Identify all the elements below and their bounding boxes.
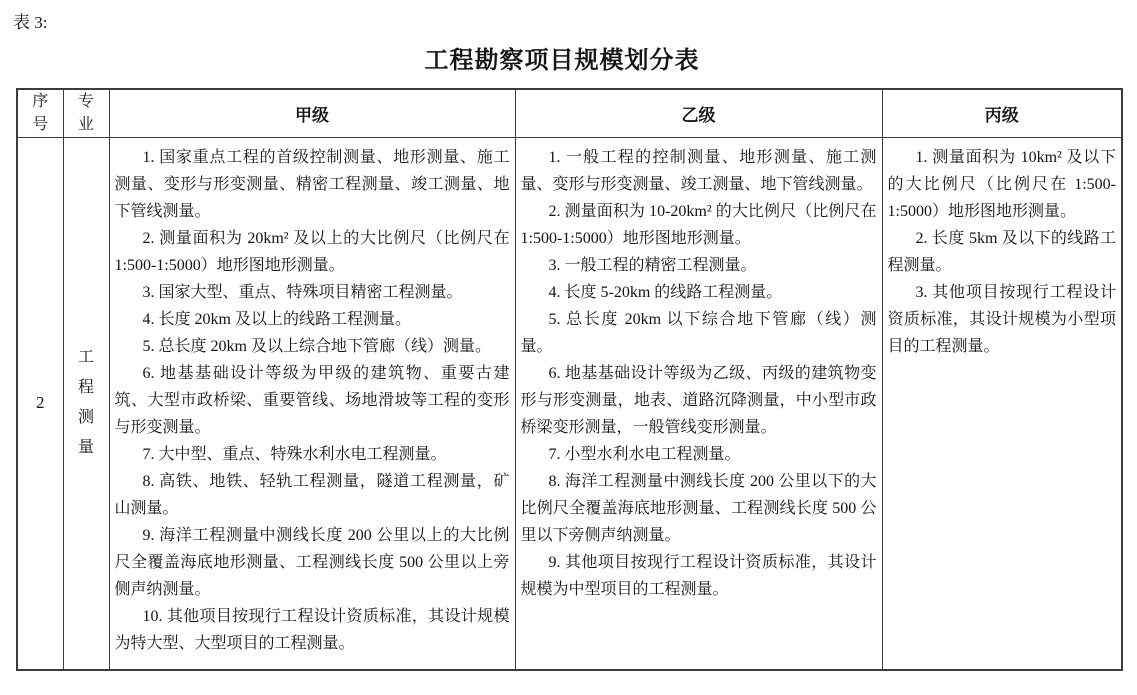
grade-item: 5. 总长度 20km 及以上综合地下管廊（线）测量。 [142,337,491,355]
row-specialty: 工 程 测 量 [63,137,109,670]
grade-item: 6. 地基基础设计等级为乙级、丙级的建筑物变形与形变测量，地表、道路沉降测量，中小型市政桥梁变形测量，一般管线变形测量。 [520,364,877,436]
grade-item: 6. 地基基础设计等级为甲级的建筑物、重要古建筑、大型市政桥梁、重要管线、场地滑坡等工程的变形与形变测量。 [114,364,510,436]
header-specialty: 专 业 [63,89,109,137]
table-row [17,137,1122,670]
grade-b-cell [515,137,882,670]
row-index: 2 [17,137,63,670]
grade-item: 4. 长度 5-20km 的线路工程测量。 [548,283,783,301]
header-grade-c: 丙级 [882,89,1122,137]
grade-item: 1. 测量面积为 10km² 及以下的大比例尺（比例尺在 1:500-1:5000）地形图地形测量。 [887,148,1116,220]
grade-item: 8. 高铁、地铁、轻轨工程测量，隧道工程测量，矿山测量。 [114,472,510,517]
header-grade-a: 甲级 [109,89,515,137]
grade-item: 10. 其他项目按现行工程设计资质标准，其设计规模为特大型、大型项目的工程测量。 [114,607,510,652]
table-header-row [17,89,1122,137]
grade-item: 5. 总长度 20km 以下综合地下管廊（线）测量。 [520,310,877,355]
header-grade-b: 乙级 [515,89,882,137]
grade-a-cell [109,137,515,670]
grade-item: 9. 海洋工程测量中测线长度 200 公里以上的大比例尺全覆盖海底地形测量、工程测线长度 500 公里以上旁侧声纳测量。 [114,526,510,598]
header-index: 序 号 [17,89,63,137]
grade-item: 2. 测量面积为 10-20km² 的大比例尺（比例尺在 1:500-1:5000）地形图地形测量。 [520,202,877,247]
page-title: 工程勘察项目规模划分表 [424,48,700,74]
grade-item: 3. 国家大型、重点、特殊项目精密工程测量。 [142,283,463,301]
project-scale-table [16,88,1123,671]
table-label: 表 3: [13,13,48,32]
grade-item: 2. 测量面积为 20km² 及以上的大比例尺（比例尺在 1:500-1:5000）地形图地形测量。 [114,229,510,274]
grade-item: 1. 国家重点工程的首级控制测量、地形测量、施工测量、变形与形变测量、精密工程测量、竣工测量、地下管线测量。 [114,148,510,220]
grade-item: 3. 其他项目按现行工程设计资质标准，其设计规模为小型项目的工程测量。 [887,283,1116,355]
grade-item: 9. 其他项目按现行工程设计资质标准，其设计规模为中型项目的工程测量。 [520,553,877,598]
grade-item: 1. 一般工程的控制测量、地形测量、施工测量、变形与形变测量、竣工测量、地下管线测量。 [520,148,877,193]
grade-item: 4. 长度 20km 及以上的线路工程测量。 [142,310,411,328]
grade-item: 8. 海洋工程测量中测线长度 200 公里以下的大比例尺全覆盖海底地形测量、工程测线长度 500 公里以下旁侧声纳测量。 [520,472,877,544]
grade-item: 7. 小型水利水电工程测量。 [548,445,741,463]
grade-c-cell [882,137,1122,670]
grade-item: 3. 一般工程的精密工程测量。 [548,256,757,274]
grade-item: 7. 大中型、重点、特殊水利水电工程测量。 [142,445,447,463]
grade-item: 2. 长度 5km 及以下的线路工程测量。 [887,229,1116,274]
